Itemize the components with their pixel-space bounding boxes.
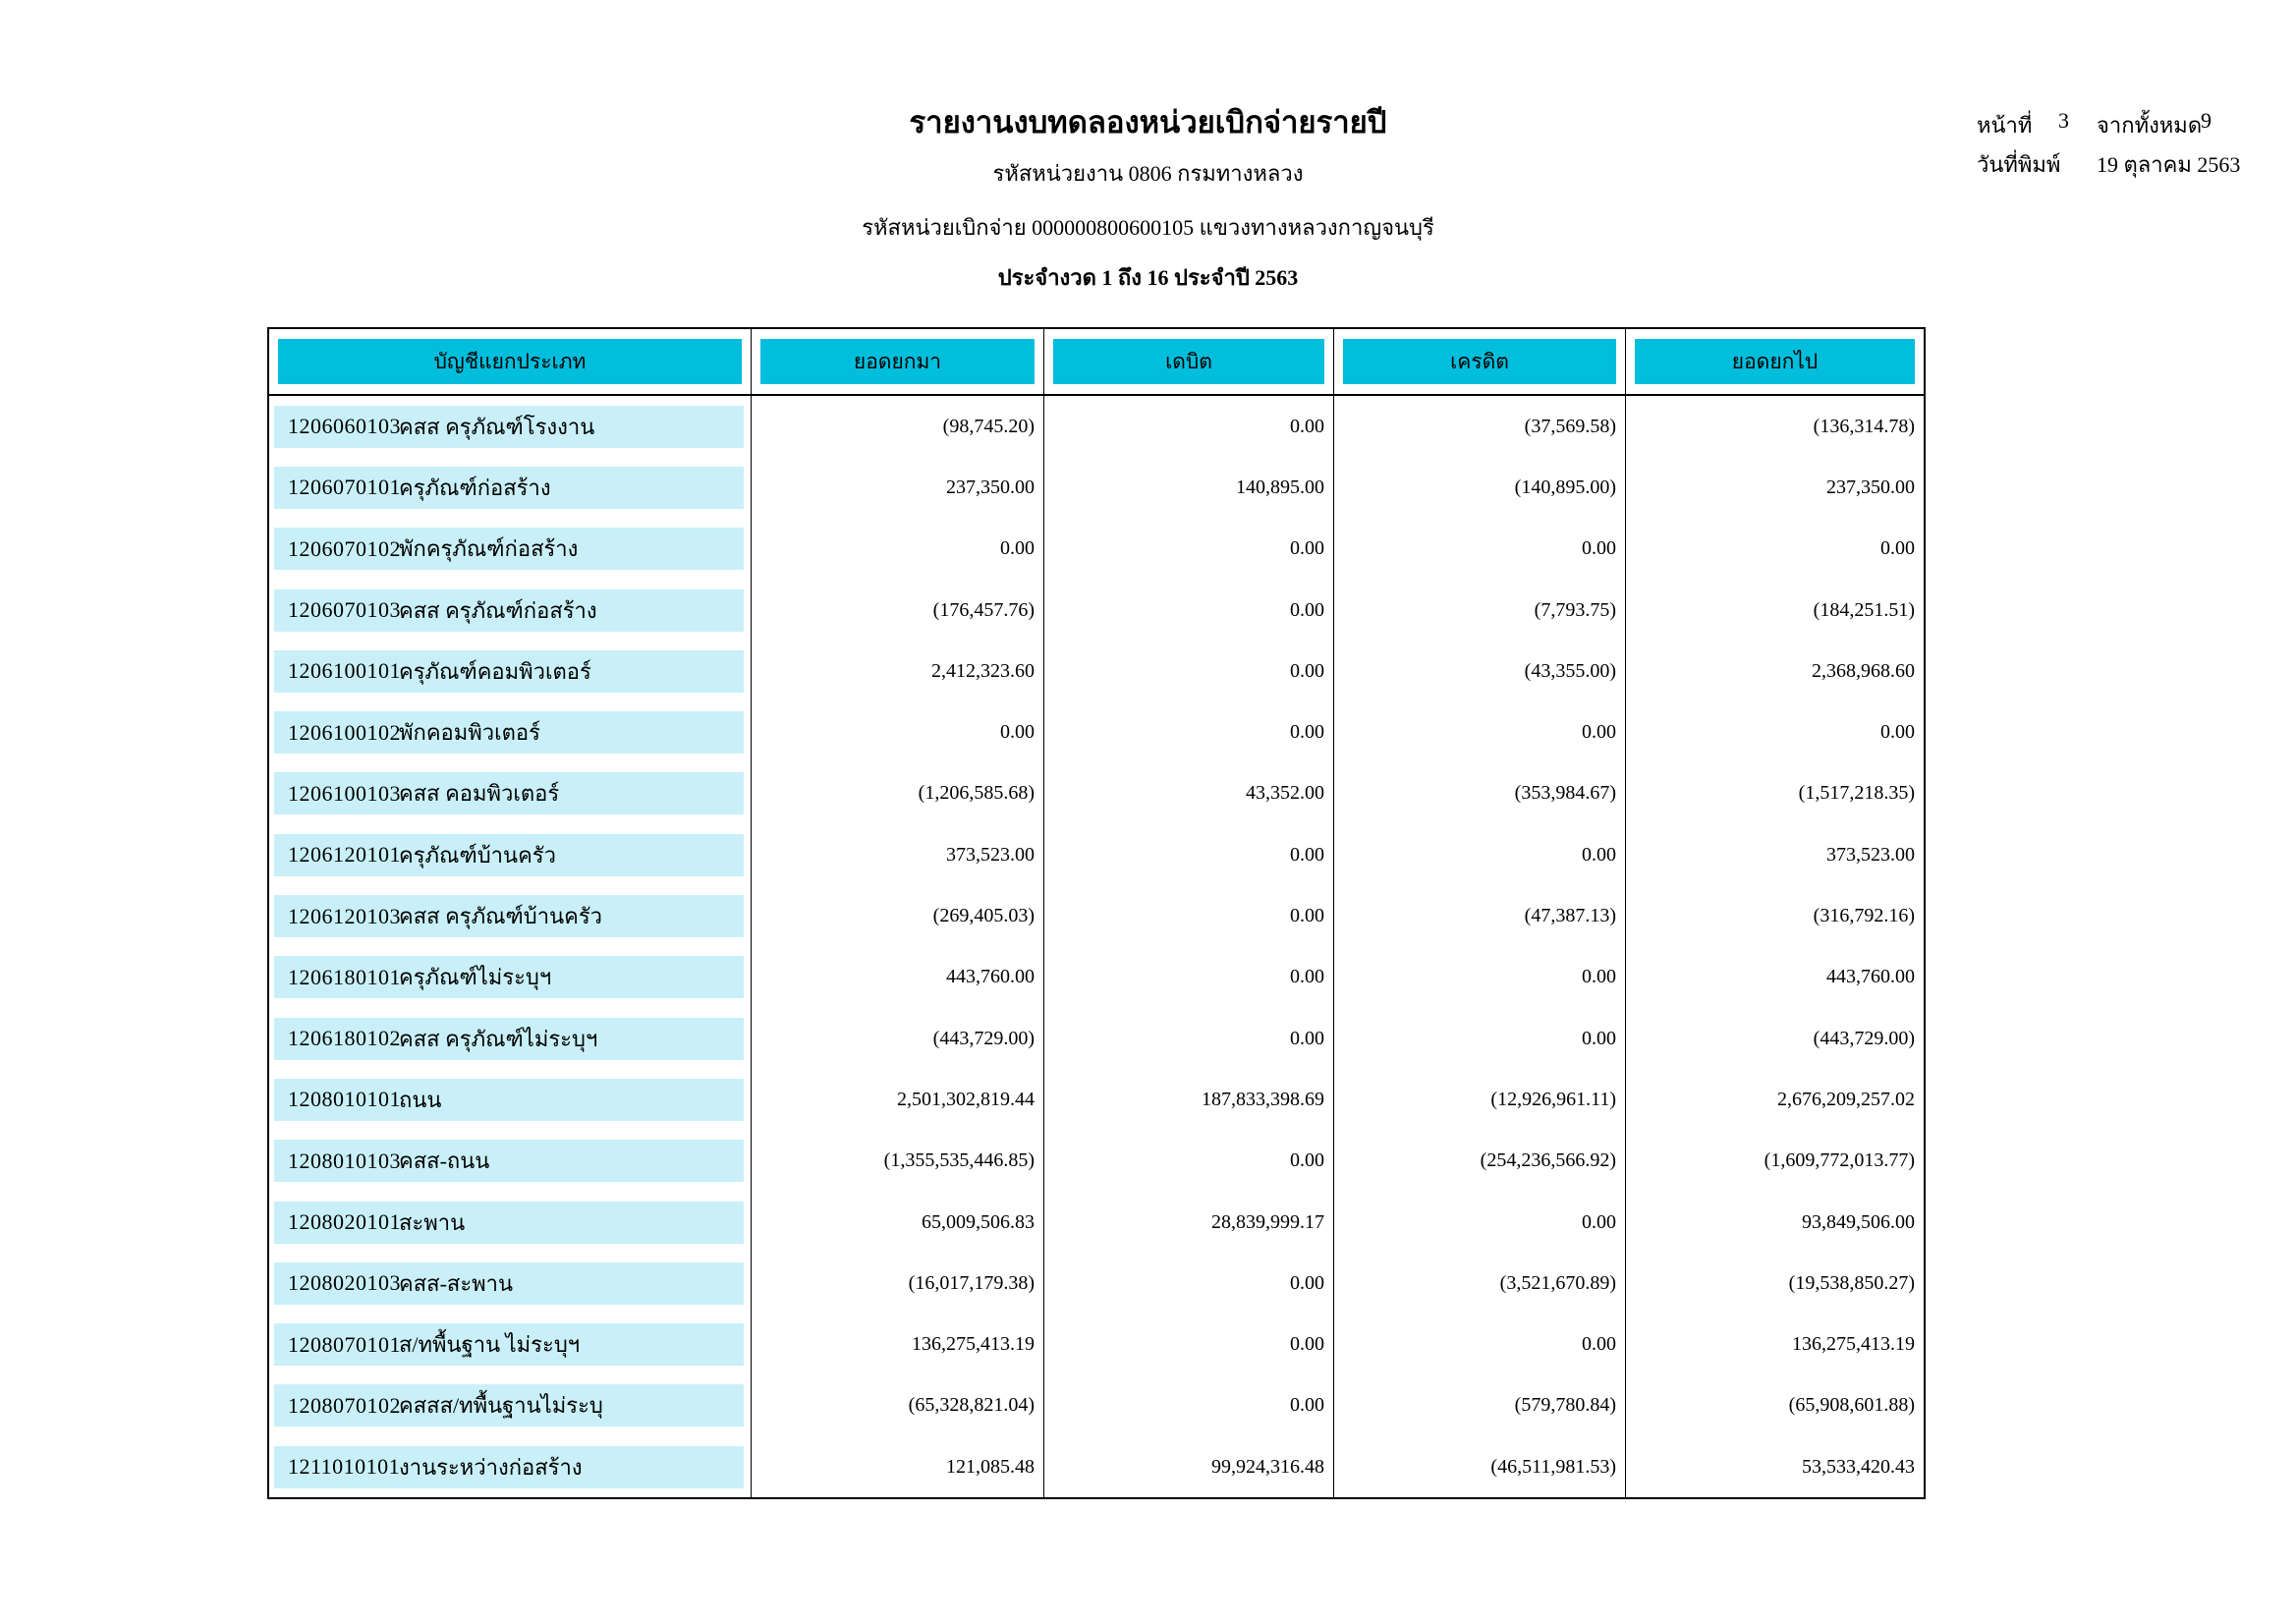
credit-value: 0.00: [1582, 1210, 1616, 1233]
credit-cell: [1334, 763, 1626, 824]
carry-forward-value: (65,328,821.04): [908, 1394, 1035, 1417]
credit-value: 0.00: [1582, 1333, 1616, 1356]
balance-value: (65,908,601.88): [1788, 1394, 1915, 1417]
balance-cell: [1626, 1008, 1924, 1069]
debit-value: 0.00: [1290, 537, 1324, 560]
page-label: หน้าที่: [1977, 113, 2033, 138]
account-cell: [269, 1008, 752, 1069]
account-cell: [269, 1375, 752, 1436]
account-code: 1206180102: [288, 1026, 401, 1051]
carry-forward-value: (269,405.03): [932, 905, 1035, 927]
table-header-row: [269, 329, 1924, 396]
debit-cell: [1044, 1131, 1334, 1192]
balance-cell: [1626, 1069, 1924, 1130]
carry-forward-cell: [752, 1192, 1044, 1253]
balance-value: 0.00: [1880, 537, 1915, 560]
debit-cell: [1044, 1253, 1334, 1314]
carry-forward-cell: [752, 763, 1044, 824]
carry-forward-value: 136,275,413.19: [912, 1333, 1035, 1356]
carry-forward-value: (16,017,179.38): [908, 1271, 1035, 1294]
balance-value: 443,760.00: [1826, 966, 1915, 988]
credit-value: (43,355.00): [1524, 659, 1616, 682]
balance-cell: [1626, 1436, 1924, 1497]
carry-forward-value: 0.00: [1000, 721, 1035, 744]
balance-value: 2,676,209,257.02: [1777, 1088, 1915, 1110]
account-highlight-bar: [274, 772, 744, 814]
carry-forward-cell: [752, 1375, 1044, 1436]
credit-value: (46,511,981.53): [1490, 1455, 1616, 1478]
account-highlight-bar: [274, 1079, 744, 1121]
print-date-label: วันที่พิมพ์: [1977, 152, 2061, 177]
debit-cell: [1044, 519, 1334, 580]
account-code: 1206070101: [288, 475, 401, 500]
table-row: [269, 1069, 1924, 1130]
column-header-balance: ยอดยกไป: [1635, 339, 1915, 384]
table-row: [269, 701, 1924, 762]
balance-cell: [1626, 1375, 1924, 1436]
debit-value: 140,895.00: [1236, 476, 1324, 498]
table-row: [269, 1436, 1924, 1497]
debit-value: 187,833,398.69: [1202, 1088, 1324, 1110]
debit-cell: [1044, 641, 1334, 701]
account-name: คสสส/ทพื้นฐานไม่ระบุ: [399, 1393, 603, 1419]
carry-forward-cell: [752, 1008, 1044, 1069]
balance-cell: [1626, 1131, 1924, 1192]
account-name: คสส ครุภัณฑ์ไม่ระบุฯ: [399, 1026, 598, 1051]
credit-value: (3,521,670.89): [1499, 1271, 1616, 1294]
account-highlight-bar: [274, 589, 744, 632]
credit-value: (140,895.00): [1514, 476, 1616, 498]
account-code: 1206180101: [288, 964, 401, 989]
credit-cell: [1334, 1436, 1626, 1497]
carry-forward-cell: [752, 519, 1044, 580]
report-header: [0, 106, 2296, 290]
account-name: ส/ทพื้นฐาน ไม่ระบุฯ: [399, 1332, 581, 1358]
credit-value: (12,926,961.11): [1490, 1088, 1616, 1110]
carry-forward-value: 0.00: [1000, 537, 1035, 560]
debit-cell: [1044, 885, 1334, 946]
account-name: ครุภัณฑ์บ้านครัว: [399, 842, 556, 868]
account-name: คสส คอมพิวเตอร์: [399, 781, 560, 807]
carry-forward-value: 2,412,323.60: [931, 659, 1035, 682]
balance-value: 2,368,968.60: [1812, 659, 1915, 682]
debit-value: 0.00: [1290, 905, 1324, 927]
table-row: [269, 641, 1924, 701]
credit-cell: [1334, 580, 1626, 641]
account-cell: [269, 1131, 752, 1192]
trial-balance-table: [267, 327, 1926, 1499]
disbursement-unit-line: รหัสหน่วยเบิกจ่าย 000000800600105 แขวงทางหลวงกาญจนบุรี: [862, 215, 1434, 240]
balance-cell: [1626, 1314, 1924, 1374]
account-cell: [269, 641, 752, 701]
table-row: [269, 580, 1924, 641]
account-code: 1206060103: [288, 414, 401, 439]
account-cell: [269, 947, 752, 1008]
page-number: 3: [2058, 108, 2069, 133]
account-highlight-bar: [274, 895, 744, 937]
account-highlight-bar: [274, 1202, 744, 1244]
account-name: พักคอมพิวเตอร์: [399, 720, 540, 746]
account-code: 1206100103: [288, 780, 401, 806]
carry-forward-value: 121,085.48: [946, 1455, 1035, 1478]
credit-value: 0.00: [1582, 966, 1616, 988]
table-row: [269, 1314, 1924, 1374]
balance-cell: [1626, 824, 1924, 885]
carry-forward-cell: [752, 701, 1044, 762]
debit-value: 0.00: [1290, 1333, 1324, 1356]
balance-cell: [1626, 641, 1924, 701]
account-highlight-bar: [274, 1446, 744, 1488]
balance-value: 53,533,420.43: [1802, 1455, 1915, 1478]
account-code: 1208010101: [288, 1087, 401, 1112]
account-cell: [269, 1253, 752, 1314]
account-code: 1206100101: [288, 658, 401, 684]
balance-value: (443,729.00): [1813, 1027, 1915, 1049]
table-row: [269, 1375, 1924, 1436]
account-name: พักครุภัณฑ์ก่อสร้าง: [399, 536, 579, 562]
account-highlight-bar: [274, 1384, 744, 1427]
carry-forward-cell: [752, 1314, 1044, 1374]
carry-forward-cell: [752, 580, 1044, 641]
table-row: [269, 824, 1924, 885]
table-row: [269, 885, 1924, 946]
balance-value: (316,792.16): [1813, 905, 1915, 927]
balance-cell: [1626, 701, 1924, 762]
account-cell: [269, 396, 752, 457]
balance-value: 0.00: [1880, 721, 1915, 744]
account-highlight-bar: [274, 1140, 744, 1182]
carry-forward-cell: [752, 1253, 1044, 1314]
debit-cell: [1044, 396, 1334, 457]
carry-forward-cell: [752, 1131, 1044, 1192]
debit-cell: [1044, 1008, 1334, 1069]
balance-value: 136,275,413.19: [1792, 1333, 1915, 1356]
account-name: ครุภัณฑ์ก่อสร้าง: [399, 475, 551, 500]
carry-forward-value: (1,355,535,446.85): [883, 1149, 1035, 1172]
account-code: 1208010103: [288, 1148, 401, 1173]
balance-cell: [1626, 947, 1924, 1008]
debit-value: 0.00: [1290, 659, 1324, 682]
account-name: คสส ครุภัณฑ์บ้านครัว: [399, 904, 603, 929]
balance-value: (1,609,772,013.77): [1764, 1149, 1915, 1172]
debit-cell: [1044, 947, 1334, 1008]
carry-forward-value: 2,501,302,819.44: [897, 1088, 1035, 1110]
account-cell: [269, 763, 752, 824]
total-pages: 9: [2201, 108, 2212, 133]
carry-forward-value: 373,523.00: [946, 843, 1035, 866]
debit-value: 0.00: [1290, 966, 1324, 988]
column-header-carry-forward: ยอดยกมา: [760, 339, 1035, 384]
debit-cell: [1044, 763, 1334, 824]
account-highlight-bar: [274, 711, 744, 754]
carry-forward-cell: [752, 824, 1044, 885]
account-cell: [269, 701, 752, 762]
account-code: 1211010101: [288, 1454, 401, 1480]
account-name: คสส-สะพาน: [399, 1270, 514, 1296]
account-name: ครุภัณฑ์ไม่ระบุฯ: [399, 965, 552, 990]
account-code: 1206070102: [288, 535, 401, 561]
credit-cell: [1334, 1069, 1626, 1130]
credit-value: (7,793.75): [1534, 598, 1616, 621]
table-row: [269, 763, 1924, 824]
debit-cell: [1044, 457, 1334, 518]
debit-cell: [1044, 1436, 1334, 1497]
credit-value: (47,387.13): [1524, 905, 1616, 927]
print-date: 19 ตุลาคม 2563: [2097, 152, 2241, 177]
carry-forward-value: (1,206,585.68): [918, 782, 1035, 805]
account-cell: [269, 457, 752, 518]
column-header-account: บัญชีแยกประเภท: [278, 339, 742, 384]
carry-forward-value: 237,350.00: [946, 476, 1035, 498]
account-code: 1208020103: [288, 1270, 401, 1296]
table-row: [269, 947, 1924, 1008]
carry-forward-cell: [752, 947, 1044, 1008]
account-name: คสส-ถนน: [399, 1148, 490, 1174]
carry-forward-value: (98,745.20): [942, 415, 1035, 437]
credit-cell: [1334, 1131, 1626, 1192]
account-cell: [269, 580, 752, 641]
account-name: ครุภัณฑ์คอมพิวเตอร์: [399, 658, 591, 684]
balance-value: (136,314.78): [1813, 415, 1915, 437]
credit-value: (579,780.84): [1514, 1394, 1616, 1417]
credit-cell: [1334, 641, 1626, 701]
account-code: 1206070103: [288, 597, 401, 623]
balance-value: 373,523.00: [1826, 843, 1915, 866]
carry-forward-cell: [752, 457, 1044, 518]
debit-value: 0.00: [1290, 843, 1324, 866]
account-cell: [269, 1436, 752, 1497]
debit-cell: [1044, 1192, 1334, 1253]
account-highlight-bar: [274, 956, 744, 998]
balance-value: 93,849,506.00: [1802, 1210, 1915, 1233]
balance-value: 237,350.00: [1826, 476, 1915, 498]
table-row: [269, 1192, 1924, 1253]
credit-cell: [1334, 519, 1626, 580]
balance-cell: [1626, 885, 1924, 946]
account-highlight-bar: [274, 406, 744, 448]
debit-cell: [1044, 824, 1334, 885]
period-line: ประจำงวด 1 ถึง 16 ประจำปี 2563: [997, 265, 1299, 290]
account-name: สะพาน: [399, 1209, 466, 1235]
debit-value: 99,924,316.48: [1211, 1455, 1324, 1478]
credit-value: 0.00: [1582, 721, 1616, 744]
balance-cell: [1626, 396, 1924, 457]
balance-value: (1,517,218.35): [1798, 782, 1915, 805]
debit-value: 0.00: [1290, 1149, 1324, 1172]
total-pages-label: จากทั้งหมด: [2097, 113, 2203, 138]
credit-cell: [1334, 1314, 1626, 1374]
carry-forward-cell: [752, 396, 1044, 457]
debit-value: 0.00: [1290, 598, 1324, 621]
balance-cell: [1626, 763, 1924, 824]
credit-value: 0.00: [1582, 537, 1616, 560]
account-name: งานระหว่างก่อสร้าง: [399, 1454, 583, 1480]
debit-value: 28,839,999.17: [1211, 1210, 1324, 1233]
header-cell-balance: [1626, 329, 1924, 394]
account-code: 1206120103: [288, 903, 401, 928]
account-highlight-bar: [274, 467, 744, 509]
account-cell: [269, 1314, 752, 1374]
carry-forward-cell: [752, 885, 1044, 946]
balance-cell: [1626, 1253, 1924, 1314]
carry-forward-cell: [752, 1436, 1044, 1497]
account-code: 1208020101: [288, 1209, 401, 1234]
credit-cell: [1334, 1375, 1626, 1436]
carry-forward-value: 443,760.00: [946, 966, 1035, 988]
credit-cell: [1334, 1192, 1626, 1253]
header-cell-debit: [1044, 329, 1334, 394]
account-name: ถนน: [399, 1087, 442, 1112]
balance-cell: [1626, 580, 1924, 641]
credit-cell: [1334, 824, 1626, 885]
account-highlight-bar: [274, 1262, 744, 1305]
report-title: รายงานงบทดลองหน่วยเบิกจ่ายรายปี: [909, 105, 1387, 140]
table-row: [269, 1253, 1924, 1314]
credit-cell: [1334, 457, 1626, 518]
carry-forward-value: 65,009,506.83: [922, 1210, 1035, 1233]
table-row: [269, 519, 1924, 580]
carry-forward-value: (176,457.76): [932, 598, 1035, 621]
table-row: [269, 1008, 1924, 1069]
account-code: 1206120101: [288, 842, 401, 868]
credit-value: (353,984.67): [1514, 782, 1616, 805]
debit-value: 0.00: [1290, 1394, 1324, 1417]
account-code: 1206100102: [288, 719, 401, 745]
account-code: 1208070101: [288, 1331, 401, 1357]
debit-cell: [1044, 1314, 1334, 1374]
balance-value: (19,538,850.27): [1788, 1271, 1915, 1294]
account-cell: [269, 824, 752, 885]
account-highlight-bar: [274, 1323, 744, 1366]
agency-code-line: รหัสหน่วยงาน 0806 กรมทางหลวง: [992, 161, 1304, 186]
credit-value: 0.00: [1582, 843, 1616, 866]
debit-value: 0.00: [1290, 415, 1324, 437]
credit-cell: [1334, 701, 1626, 762]
column-header-debit: เดบิต: [1053, 339, 1324, 384]
account-cell: [269, 885, 752, 946]
account-cell: [269, 1069, 752, 1130]
debit-value: 43,352.00: [1246, 782, 1324, 805]
table-row: [269, 396, 1924, 457]
balance-cell: [1626, 1192, 1924, 1253]
carry-forward-cell: [752, 641, 1044, 701]
account-code: 1208070102: [288, 1392, 401, 1418]
account-cell: [269, 1192, 752, 1253]
debit-cell: [1044, 701, 1334, 762]
account-name: คสส ครุภัณฑ์โรงงาน: [399, 414, 595, 439]
credit-cell: [1334, 1008, 1626, 1069]
debit-value: 0.00: [1290, 1271, 1324, 1294]
balance-cell: [1626, 519, 1924, 580]
header-cell-account: [269, 329, 752, 394]
debit-cell: [1044, 1069, 1334, 1130]
header-cell-credit: [1334, 329, 1626, 394]
table-row: [269, 457, 1924, 518]
account-highlight-bar: [274, 528, 744, 570]
debit-value: 0.00: [1290, 721, 1324, 744]
credit-value: (37,569.58): [1524, 415, 1616, 437]
account-highlight-bar: [274, 834, 744, 876]
credit-value: (254,236,566.92): [1480, 1149, 1616, 1172]
column-header-credit: เครดิต: [1343, 339, 1616, 384]
carry-forward-cell: [752, 1069, 1044, 1130]
account-highlight-bar: [274, 650, 744, 693]
credit-value: 0.00: [1582, 1027, 1616, 1049]
debit-cell: [1044, 580, 1334, 641]
credit-cell: [1334, 947, 1626, 1008]
debit-cell: [1044, 1375, 1334, 1436]
balance-value: (184,251.51): [1813, 598, 1915, 621]
carry-forward-value: (443,729.00): [932, 1027, 1035, 1049]
header-cell-carry-forward: [752, 329, 1044, 394]
credit-cell: [1334, 1253, 1626, 1314]
debit-value: 0.00: [1290, 1027, 1324, 1049]
account-name: คสส ครุภัณฑ์ก่อสร้าง: [399, 597, 597, 623]
balance-cell: [1626, 457, 1924, 518]
account-highlight-bar: [274, 1018, 744, 1060]
table-row: [269, 1131, 1924, 1192]
table-body: [269, 396, 1924, 1497]
credit-cell: [1334, 396, 1626, 457]
credit-cell: [1334, 885, 1626, 946]
account-cell: [269, 519, 752, 580]
